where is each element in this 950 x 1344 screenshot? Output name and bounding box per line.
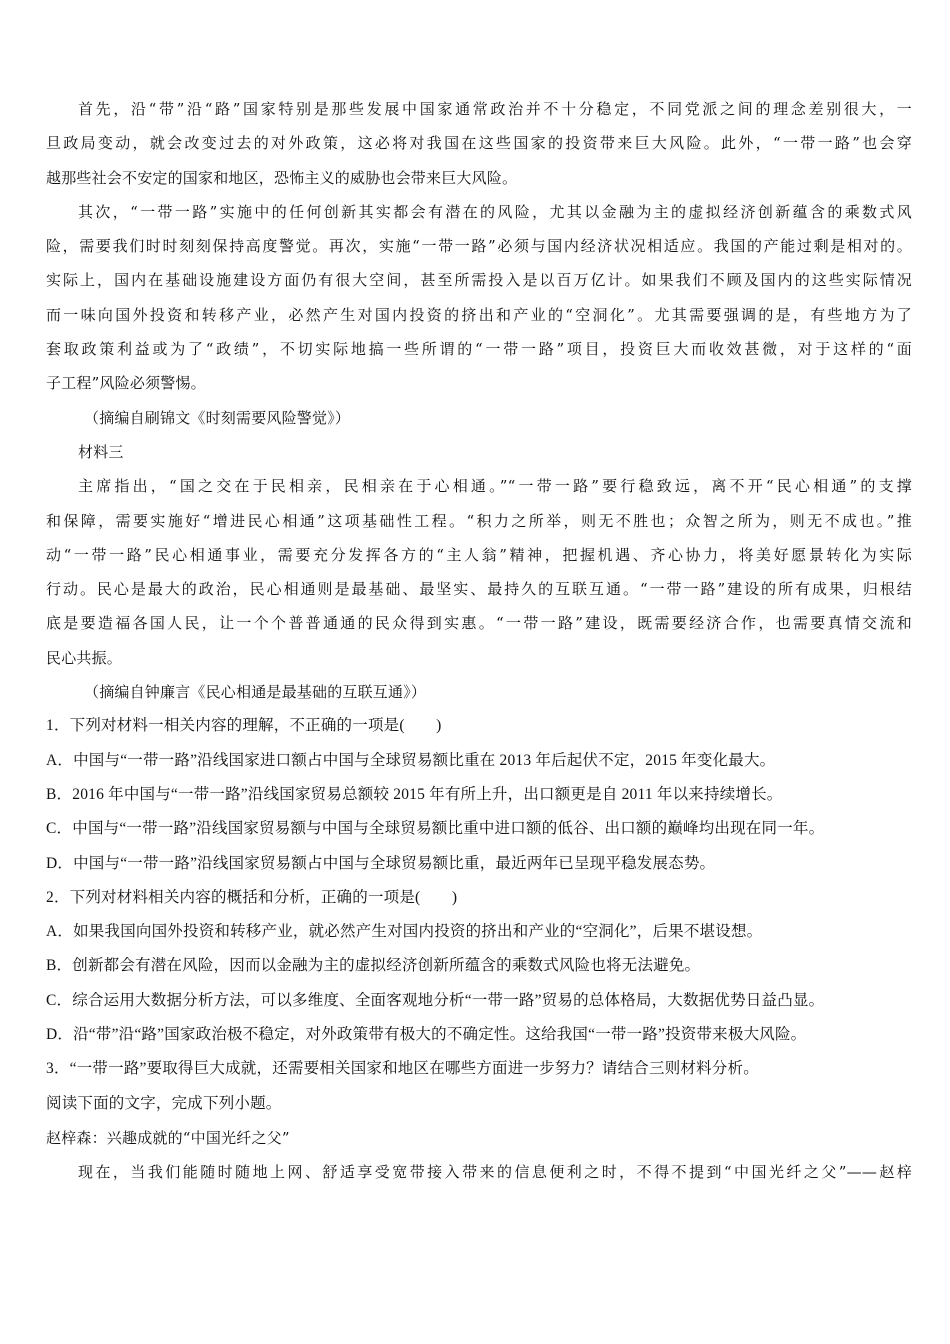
text-line: 底是要造福各国人民，让一个个普普通通的民众得到实惠。“一带一路”建设，既需要经济合作，也需要真情交流和 — [46, 614, 912, 633]
article-title: 赵梓森：兴趣成就的“中国光纤之父” — [46, 1128, 290, 1147]
text-line: 动“一带一路”民心相通事业，需要充分发挥各方的“主人翁”精神，把握机遇、齐心协力，将美好愿景转化为实际 — [46, 545, 912, 564]
question-stem: 2．下列对材料相关内容的概括和分析，正确的一项是( ) — [46, 888, 458, 906]
question-2 — [46, 881, 912, 1052]
question-stem: 1．下列对材料一相关内容的理解，不正确的一项是( ) — [46, 717, 442, 735]
option-c: C．综合运用大数据分析方法，可以多维度、全面客观地分析“一带一路”贸易的总体格局，大数据优势日益凸显。 — [46, 991, 825, 1009]
material2-paragraph-risk-innovation — [46, 195, 912, 401]
text-line: 子工程”风险必须警惕。 — [46, 374, 206, 393]
option-a: A．如果我国向国外投资和转移产业，就必然产生对国内投资的挤出和产业的“空洞化”，后果不堪设想。 — [46, 923, 763, 941]
text-line: 行动。民心是最大的政治，民心相通则是最基础、最坚实、最持久的互联互通。“一带一路”建设的所有成果，归根结 — [46, 580, 912, 599]
article-first-line: 现在，当我们能随时随地上网、舒适享受宽带接入带来的信息便利之时，不得不提到“中国光纤之父”——赵梓 — [78, 1163, 912, 1182]
text-line: 旦政局变动，就会改变过去的对外政策，这必将对我国在这些国家的投资带来巨大风险。此外，“一带一路”也会穿 — [46, 134, 912, 153]
question-1 — [46, 709, 912, 880]
text-line: 其次，“一带一路”实施中的任何创新其实都会有潜在的风险，尤其以金融为主的虚拟经济创新蕴含的乘数式风 — [78, 202, 912, 221]
option-b: B．创新都会有潜在风险，因而以金融为主的虚拟经济创新所蕴含的乘数式风险也将无法避免。 — [46, 957, 701, 975]
text-line: 主席指出，“国之交在于民相亲，民相亲在于心相通。”“一带一路”要行稳致远，离不开“民心相通”的支撑 — [78, 477, 912, 496]
material2-source: （摘编自刷锦文《时刻需要风险警觉》） — [84, 408, 351, 427]
material3-paragraph — [46, 469, 912, 675]
text-line: 套取政策利益或为了“政绩”，不切实际地搞一些所谓的“一带一路”项目，投资巨大而收效甚微，对于这样的“面 — [46, 340, 912, 359]
material2-paragraph-risk-politics — [46, 92, 912, 195]
text-line: 实际上，国内在基础设施建设方面仍有很大空间，甚至所需投入是以百万亿计。如果我们不顾及国内的这些实际情况 — [46, 271, 912, 290]
reading-instruction: 阅读下面的文字，完成下列小题。 — [46, 1094, 282, 1112]
text-line: 和保障，需要实施好“增进民心相通”这项基础性工程。“积力之所举，则无不胜也；众智之所为，则无不成也。”推 — [46, 511, 912, 530]
option-c: C．中国与“一带一路”沿线国家贸易额与中国与全球贸易额比重中进口额的低谷、出口额的巅峰均出现在同一年。 — [46, 820, 825, 838]
option-d: D．沿“带”沿“路”国家政治极不稳定，对外政策带有极大的不确定性。这给我国“一带一路”投资带来极大风险。 — [46, 1026, 807, 1044]
option-d: D．中国与“一带一路”沿线国家贸易额占中国与全球贸易额比重，最近两年已呈现平稳发展态势。 — [46, 854, 716, 872]
option-a: A．中国与“一带一路”沿线国家进口额占中国与全球贸易额比重在 2013 年后起伏不定，2015 年变化最大。 — [46, 751, 776, 769]
option-b: B．2016 年中国与“一带一路”沿线国家贸易总额较 2015 年有所上升，出口额更是自 2011 年以来持续增长。 — [46, 785, 783, 803]
text-line: 而一味向国外投资和转移产业，必然产生对国内投资的挤出和产业的“空洞化”。尤其需要强调的是，有些地方为了 — [46, 305, 912, 324]
text-line: 越那些社会不安定的国家和地区，恐怖主义的威胁也会带来巨大风险。 — [46, 168, 518, 187]
text-line: 民心共振。 — [46, 648, 123, 667]
text-line: 险，需要我们时时刻刻保持高度警觉。再次，实施“一带一路”必须与国内经济状况相适应。我国的产能过剩是相对的。 — [46, 237, 912, 256]
material3-source: （摘编自钟廉言《民心相通是最基础的互联互通》） — [84, 683, 427, 702]
question-3: 3．“一带一路”要取得巨大成就，还需要相关国家和地区在哪些方面进一步努力？请结合三则材料分析。 — [46, 1060, 759, 1078]
material3-title: 材料三 — [78, 442, 124, 461]
text-line: 首先，沿“带”沿“路”国家特别是那些发展中国家通常政治并不十分稳定，不同党派之间的理念差别很大，一 — [78, 100, 912, 118]
document-page — [46, 92, 912, 1190]
